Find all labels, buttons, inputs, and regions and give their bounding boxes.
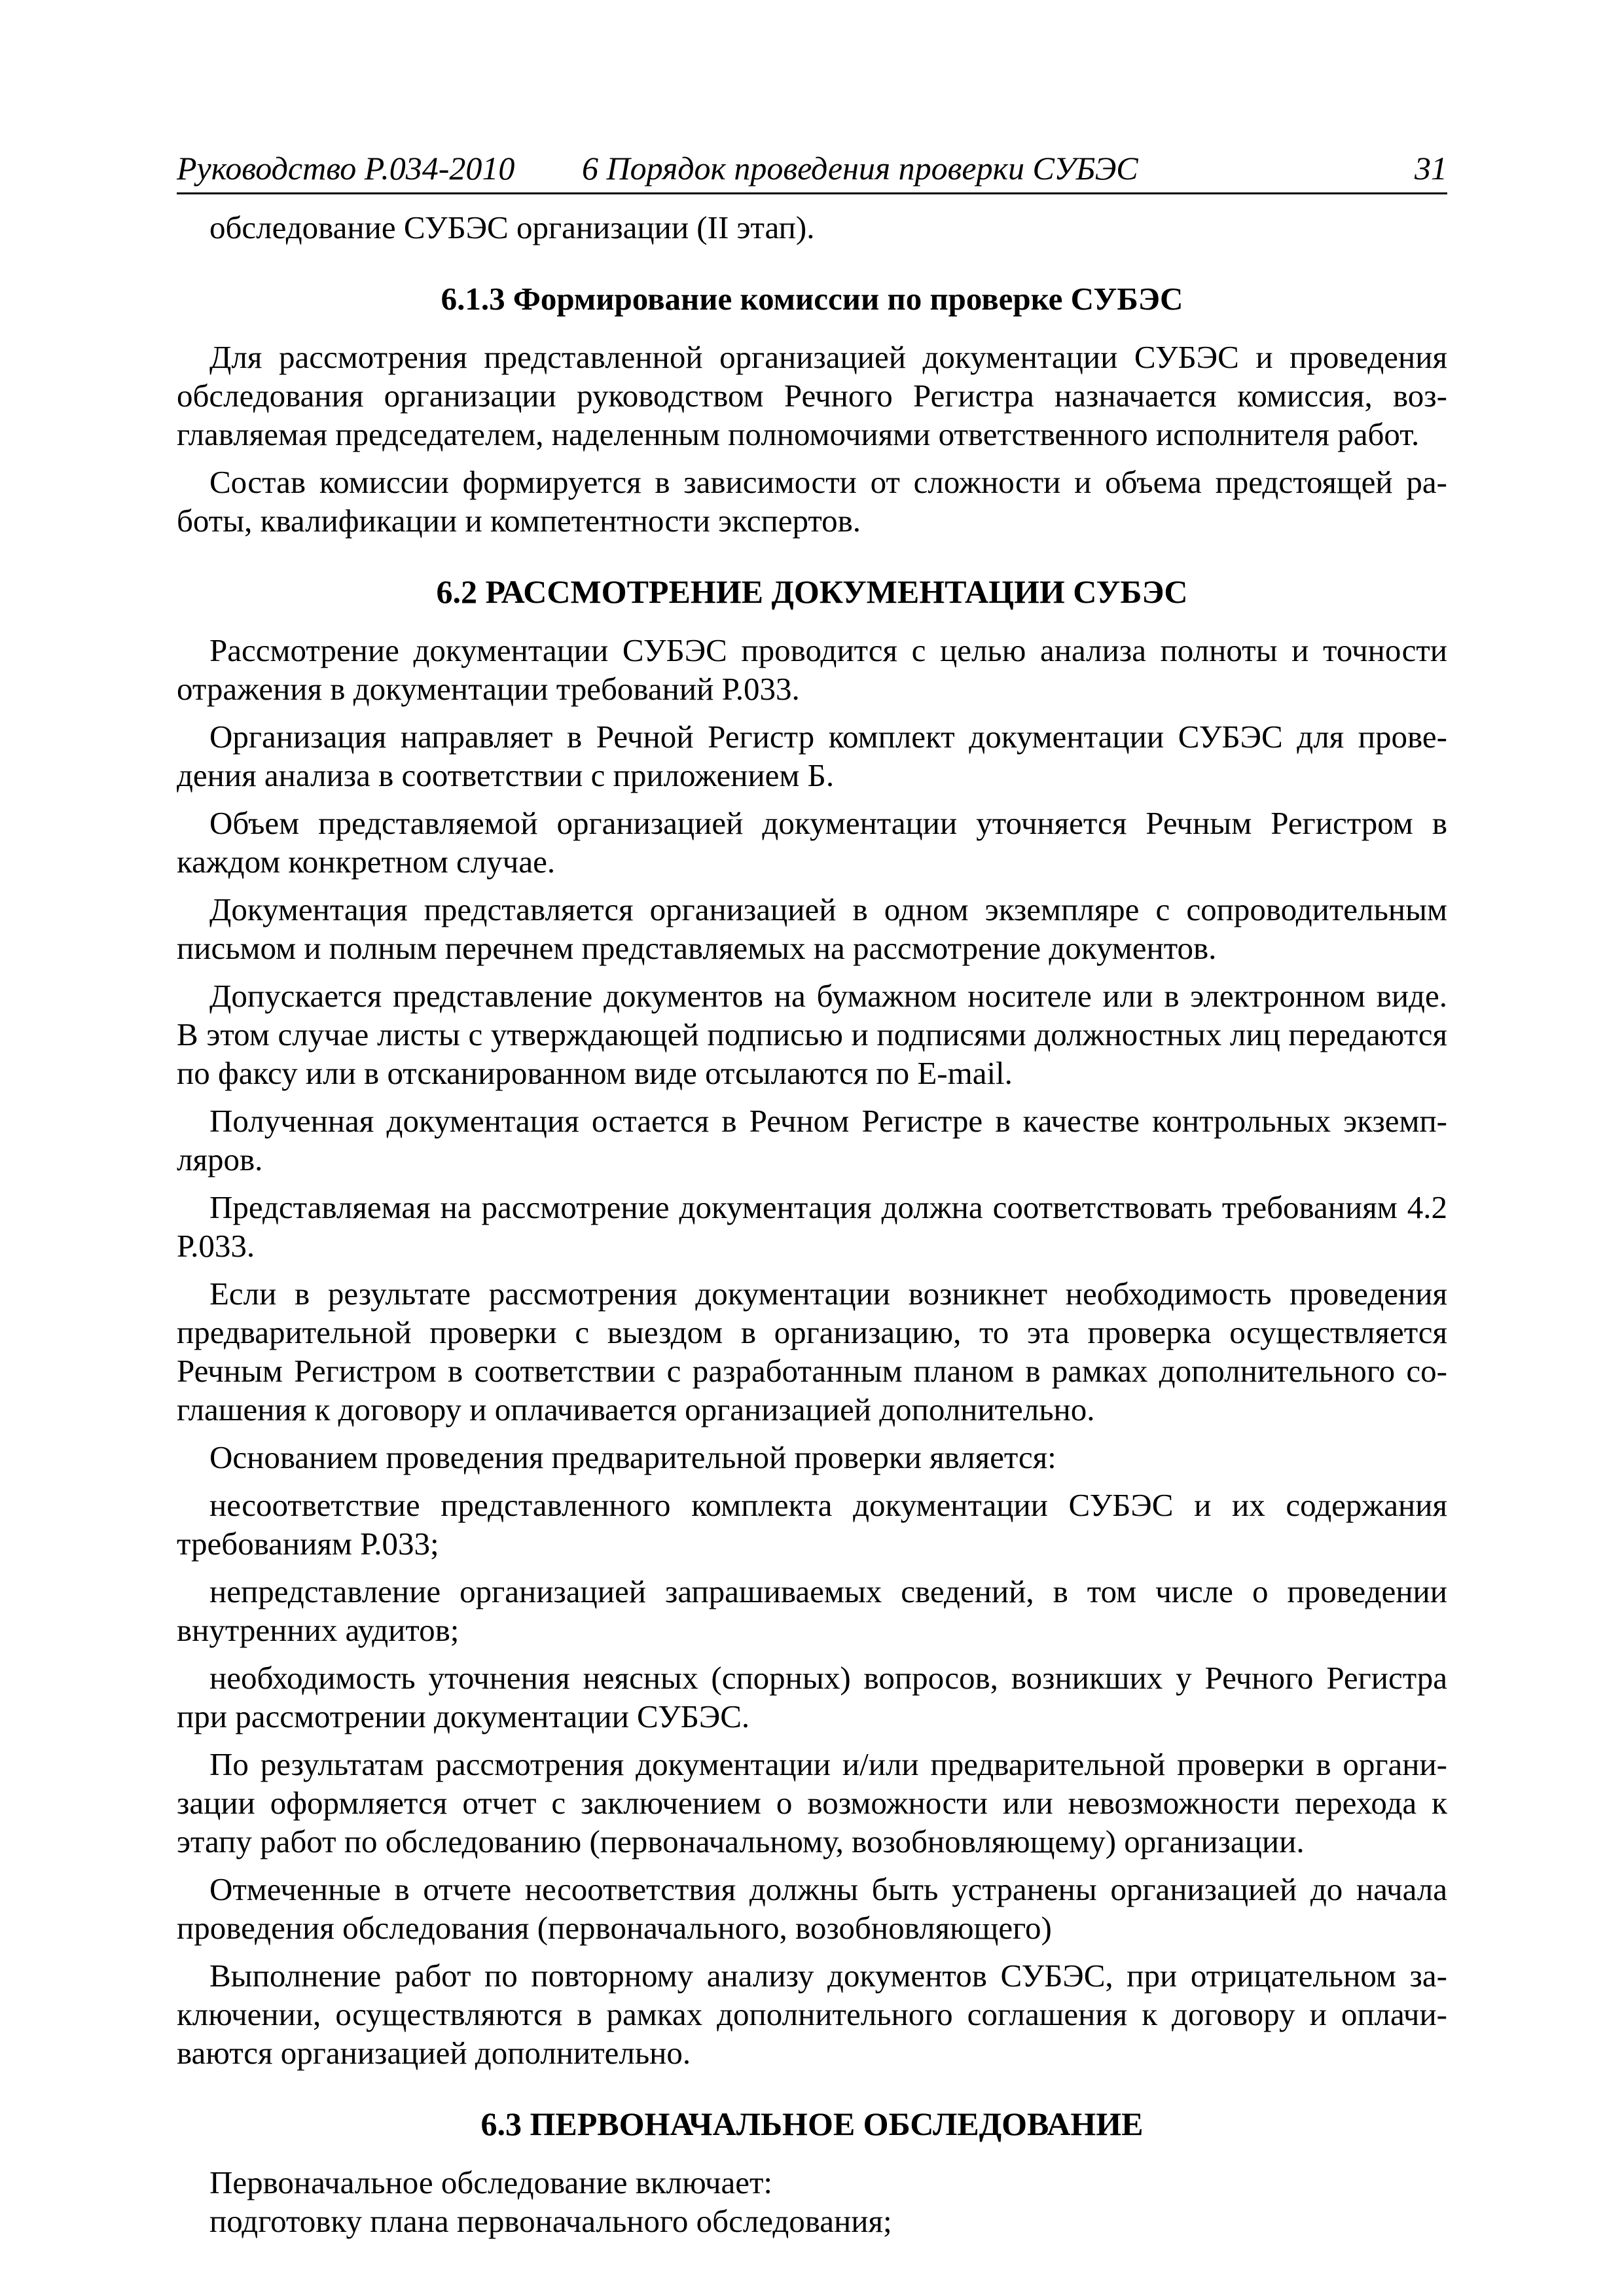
paragraph: Выполнение работ по повторному анализу документов СУБЭС, при отрицательном заключении, осуществляются в рамках дополнительного соглашения к договору и оплачиваются организацией дополнительно. (177, 1958, 1447, 2071)
header-document-title: Руководство Р.034-2010 (177, 150, 515, 187)
paragraph: Объем представляемой организацией документации уточняется Речным Регистром в каждом конкретном случае. (177, 805, 1447, 880)
list-item: необходимость уточнения неясных (спорных) вопросов, возникших у Речного Регистра при рассмотрении документации СУБЭС. (177, 1660, 1447, 1734)
paragraph: Документация представляется организацией в одном экземпляре с сопроводительным письмом и полным перечнем представляемых на рассмотрение документов. (177, 891, 1447, 966)
paragraph: По результатам рассмотрения документации и/или предварительной проверки в организации оформляется отчет с заключением о возможности или невозможности перехода к этапу работ по обследованию (первоначальному, возобновляющему) организации. (177, 1746, 1447, 1859)
paragraph: Основанием проведения предварительной проверки является: (209, 1439, 1056, 1475)
paragraph: Если в результате рассмотрения документации возникнет необходимость проведения предварительной проверки с выездом в организацию, то эта проверка осуществляется Речным Регистром в соответствии с разработанным планом в рамках дополнительного соглашения к договору и оплачивается организацией дополнительно. (177, 1276, 1447, 1427)
section-heading-6-3: 6.3 ПЕРВОНАЧАЛЬНОЕ ОБСЛЕДОВАНИЕ (480, 2106, 1144, 2142)
paragraph: Отмеченные в отчете несоответствия должны быть устранены организацией до начала проведения обследования (первоначального, возобновляющего) (177, 1871, 1447, 1946)
paragraph: Полученная документация остается в Речном Регистре в качестве контрольных экземпляров. (177, 1103, 1447, 1177)
paragraph: Для рассмотрения представленной организацией документации СУБЭС и проведения обследования организации руководством Речного Регистра назначается комиссия, возглавляемая председателем, наделенным полномочиями ответственного исполнителя работ. (177, 339, 1447, 452)
page-body (177, 208, 1447, 2250)
paragraph: Допускается представление документов на бумажном носителе или в электронном виде. В этом случае листы с утверждающей подписью и подписями должностных лиц передаются по факсу или в отсканированном виде отсылаются по E-mail. (177, 978, 1447, 1091)
list-item: несоответствие представленного комплекта документации СУБЭС и их содержания требованиям Р.033; (177, 1487, 1447, 1562)
paragraph: Рассмотрение документации СУБЭС проводится с целью анализа полноты и точности отражения в документации требований Р.033. (177, 632, 1447, 707)
section-heading-6-2: 6.2 РАССМОТРЕНИЕ ДОКУМЕНТАЦИИ СУБЭС (436, 573, 1188, 610)
page-number: 31 (1415, 150, 1447, 187)
paragraph: Состав комиссии формируется в зависимости от сложности и объема предстоящей работы, квалификации и компетентности экспертов. (177, 464, 1447, 539)
paragraph: Первоначальное обследование включает: (209, 2164, 773, 2200)
section-heading-6-1-3: 6.1.3 Формирование комиссии по проверке СУБЭС (441, 281, 1183, 317)
paragraph: Представляемая на рассмотрение документация должна соответствовать требованиям 4.2 Р.033. (177, 1189, 1447, 1264)
header-section-title: 6 Порядок проведения проверки СУБЭС (582, 150, 1138, 187)
paragraph: Организация направляет в Речной Регистр комплект документации СУБЭС для проведения анализа в соответствии с приложением Б. (177, 719, 1447, 793)
paragraph: обследование СУБЭС организации (II этап). (209, 209, 815, 245)
running-header (177, 145, 1447, 194)
list-item: подготовку плана первоначального обследования; (209, 2203, 892, 2239)
list-item: непредставление организацией запрашиваемых сведений, в том числе о проведении внутренних аудитов; (177, 1573, 1447, 1648)
